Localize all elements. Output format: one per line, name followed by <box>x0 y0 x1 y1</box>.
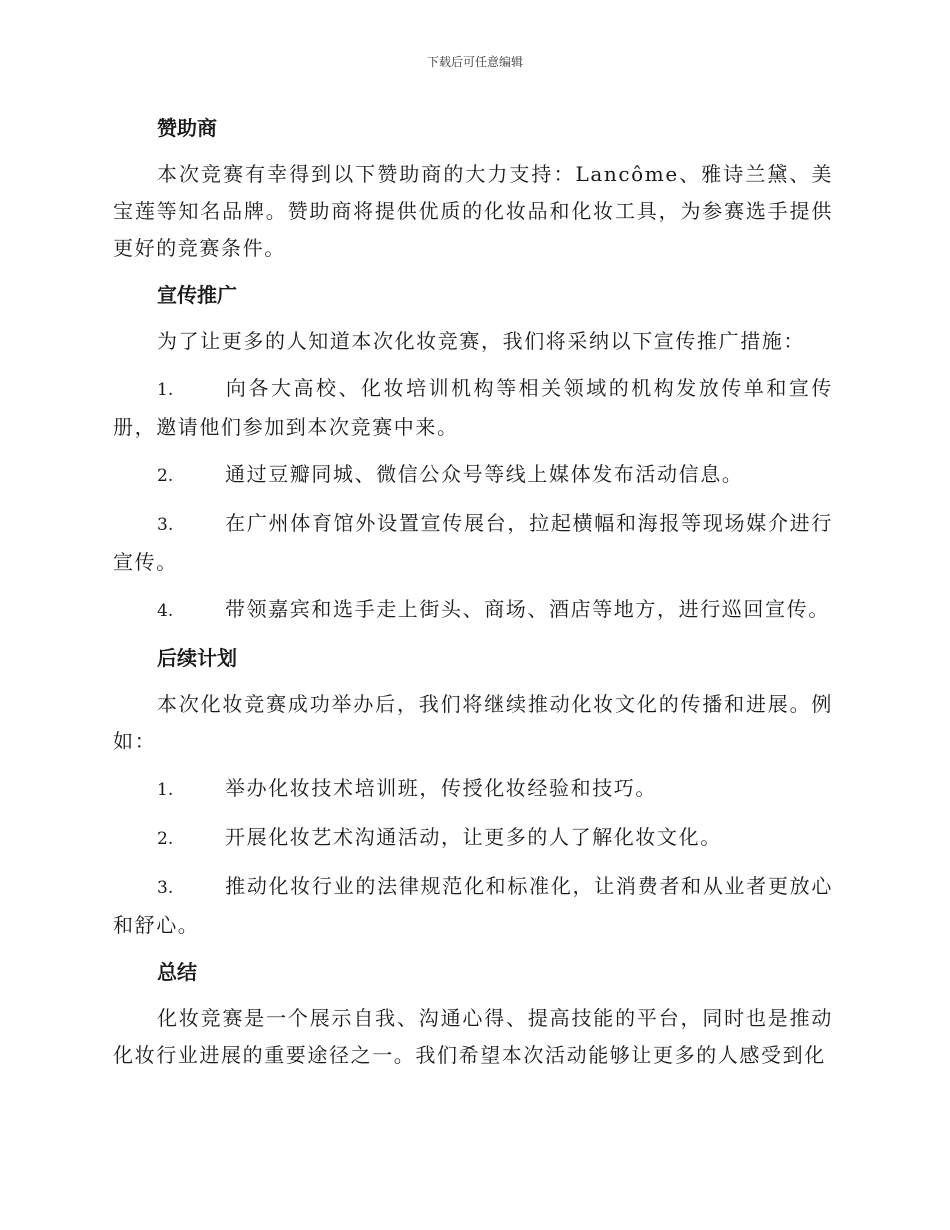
list-item <box>113 591 833 630</box>
list-item-text: 向各大高校、化妆培训机构等相关领域的机构发放传单和宣传册，邀请他们参加到本次竞赛中来。 <box>113 376 833 439</box>
list-item-text: 举办化妆技术培训班，传授化妆经验和技巧。 <box>225 776 657 800</box>
list-item-number: 2. <box>157 466 174 486</box>
list-item-number: 3. <box>157 515 174 535</box>
list-item <box>113 868 833 944</box>
page-header: 下载后可任意编辑 <box>426 55 523 69</box>
section-heading-follow-up: 后续计划 <box>157 646 237 670</box>
list-item-text: 在广州体育馆外设置宣传展台，拉起横幅和海报等现场媒介进行宣传。 <box>113 511 833 574</box>
list-item <box>113 505 833 581</box>
list-item-number: 4. <box>157 601 174 621</box>
list-item-text: 推动化妆行业的法律规范化和标准化，让消费者和从业者更放心和舒心。 <box>113 874 833 937</box>
list-item-text: 通过豆瓣同城、微信公众号等线上媒体发布活动信息。 <box>225 462 744 486</box>
sponsors-paragraph: 本次竞赛有幸得到以下赞助商的大力支持：Lancôme、雅诗兰黛、美宝莲等知名品牌。赞助商将提供优质的化妆品和化妆工具，为参赛选手提供更好的竞赛条件。 <box>113 162 833 260</box>
list-item-number: 1. <box>157 780 174 800</box>
section-heading-sponsors: 赞助商 <box>157 116 217 140</box>
list-item <box>113 770 833 809</box>
list-item-number: 1. <box>157 380 174 400</box>
list-item-number: 2. <box>157 829 174 849</box>
list-item-text: 带领嘉宾和选手走上街头、商场、酒店等地方，进行巡回宣传。 <box>225 597 830 621</box>
section-heading-promotion: 宣传推广 <box>157 283 237 307</box>
list-item <box>113 456 833 495</box>
list-item-text: 开展化妆艺术沟通活动，让更多的人了解化妆文化。 <box>225 825 722 849</box>
summary-paragraph: 化妆竞赛是一个展示自我、沟通心得、提高技能的平台，同时也是推动化妆行业进展的重要途径之一。我们希望本次活动能够让更多的人感受到化 <box>113 1006 833 1067</box>
section-heading-summary: 总结 <box>157 960 197 984</box>
list-item <box>113 370 833 446</box>
list-item-number: 3. <box>157 878 174 898</box>
follow-up-intro-paragraph: 本次化妆竞赛成功举办后，我们将继续推动化妆文化的传播和进展。例如： <box>113 692 833 753</box>
document-body <box>113 110 833 1084</box>
list-item <box>113 819 833 858</box>
promotion-intro-paragraph: 为了让更多的人知道本次化妆竞赛，我们将采纳以下宣传推广措施： <box>157 329 805 353</box>
